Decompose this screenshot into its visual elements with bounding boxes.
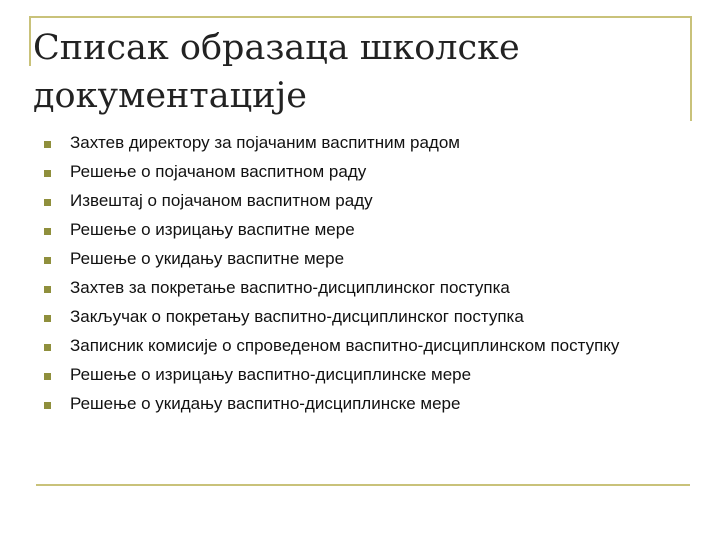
list-item-text: Решење о изрицању васпитно-дисциплинске мере: [70, 365, 472, 384]
square-bullet-icon: [44, 170, 51, 177]
list-item-text: Захтев директору за појачаним васпитним радом: [70, 133, 460, 152]
list-item-text: Записник комисије о спроведеном васпитно-дисциплинском поступку: [70, 336, 620, 355]
list-item-text: Решење о изрицању васпитне мере: [70, 220, 355, 239]
top-border-line: [29, 16, 692, 18]
list-item-text: Захтев за покретање васпитно-дисциплинског поступка: [70, 278, 510, 297]
square-bullet-icon: [44, 315, 51, 322]
square-bullet-icon: [44, 257, 51, 264]
square-bullet-icon: [44, 344, 51, 351]
slide-title: Списак образаца школске документације: [33, 28, 520, 116]
list-item-text: Решење о укидању васпитно-дисциплинске мере: [70, 394, 461, 413]
square-bullet-icon: [44, 402, 51, 409]
list-item: [44, 218, 664, 242]
bottom-border-line: [36, 484, 690, 486]
square-bullet-icon: [44, 228, 51, 235]
list-item: [44, 305, 664, 329]
list-item: [44, 363, 664, 387]
list-item: [44, 131, 664, 155]
list-item: [44, 247, 664, 271]
document-list: [44, 131, 664, 421]
square-bullet-icon: [44, 199, 51, 206]
list-item-text: Закључак о покретању васпитно-дисциплинског поступка: [70, 307, 524, 326]
square-bullet-icon: [44, 141, 51, 148]
left-border-line: [29, 16, 31, 66]
list-item: [44, 189, 664, 213]
list-item-text: Извештај о појачаном васпитном раду: [70, 191, 373, 210]
list-item: [44, 276, 664, 300]
list-item: [44, 392, 664, 416]
list-item: [44, 160, 664, 184]
right-border-line: [690, 16, 692, 121]
list-item: [44, 334, 664, 358]
square-bullet-icon: [44, 286, 51, 293]
list-item-text: Решење о појачаном васпитном раду: [70, 162, 367, 181]
list-item-text: Решење о укидању васпитне мере: [70, 249, 345, 268]
square-bullet-icon: [44, 373, 51, 380]
